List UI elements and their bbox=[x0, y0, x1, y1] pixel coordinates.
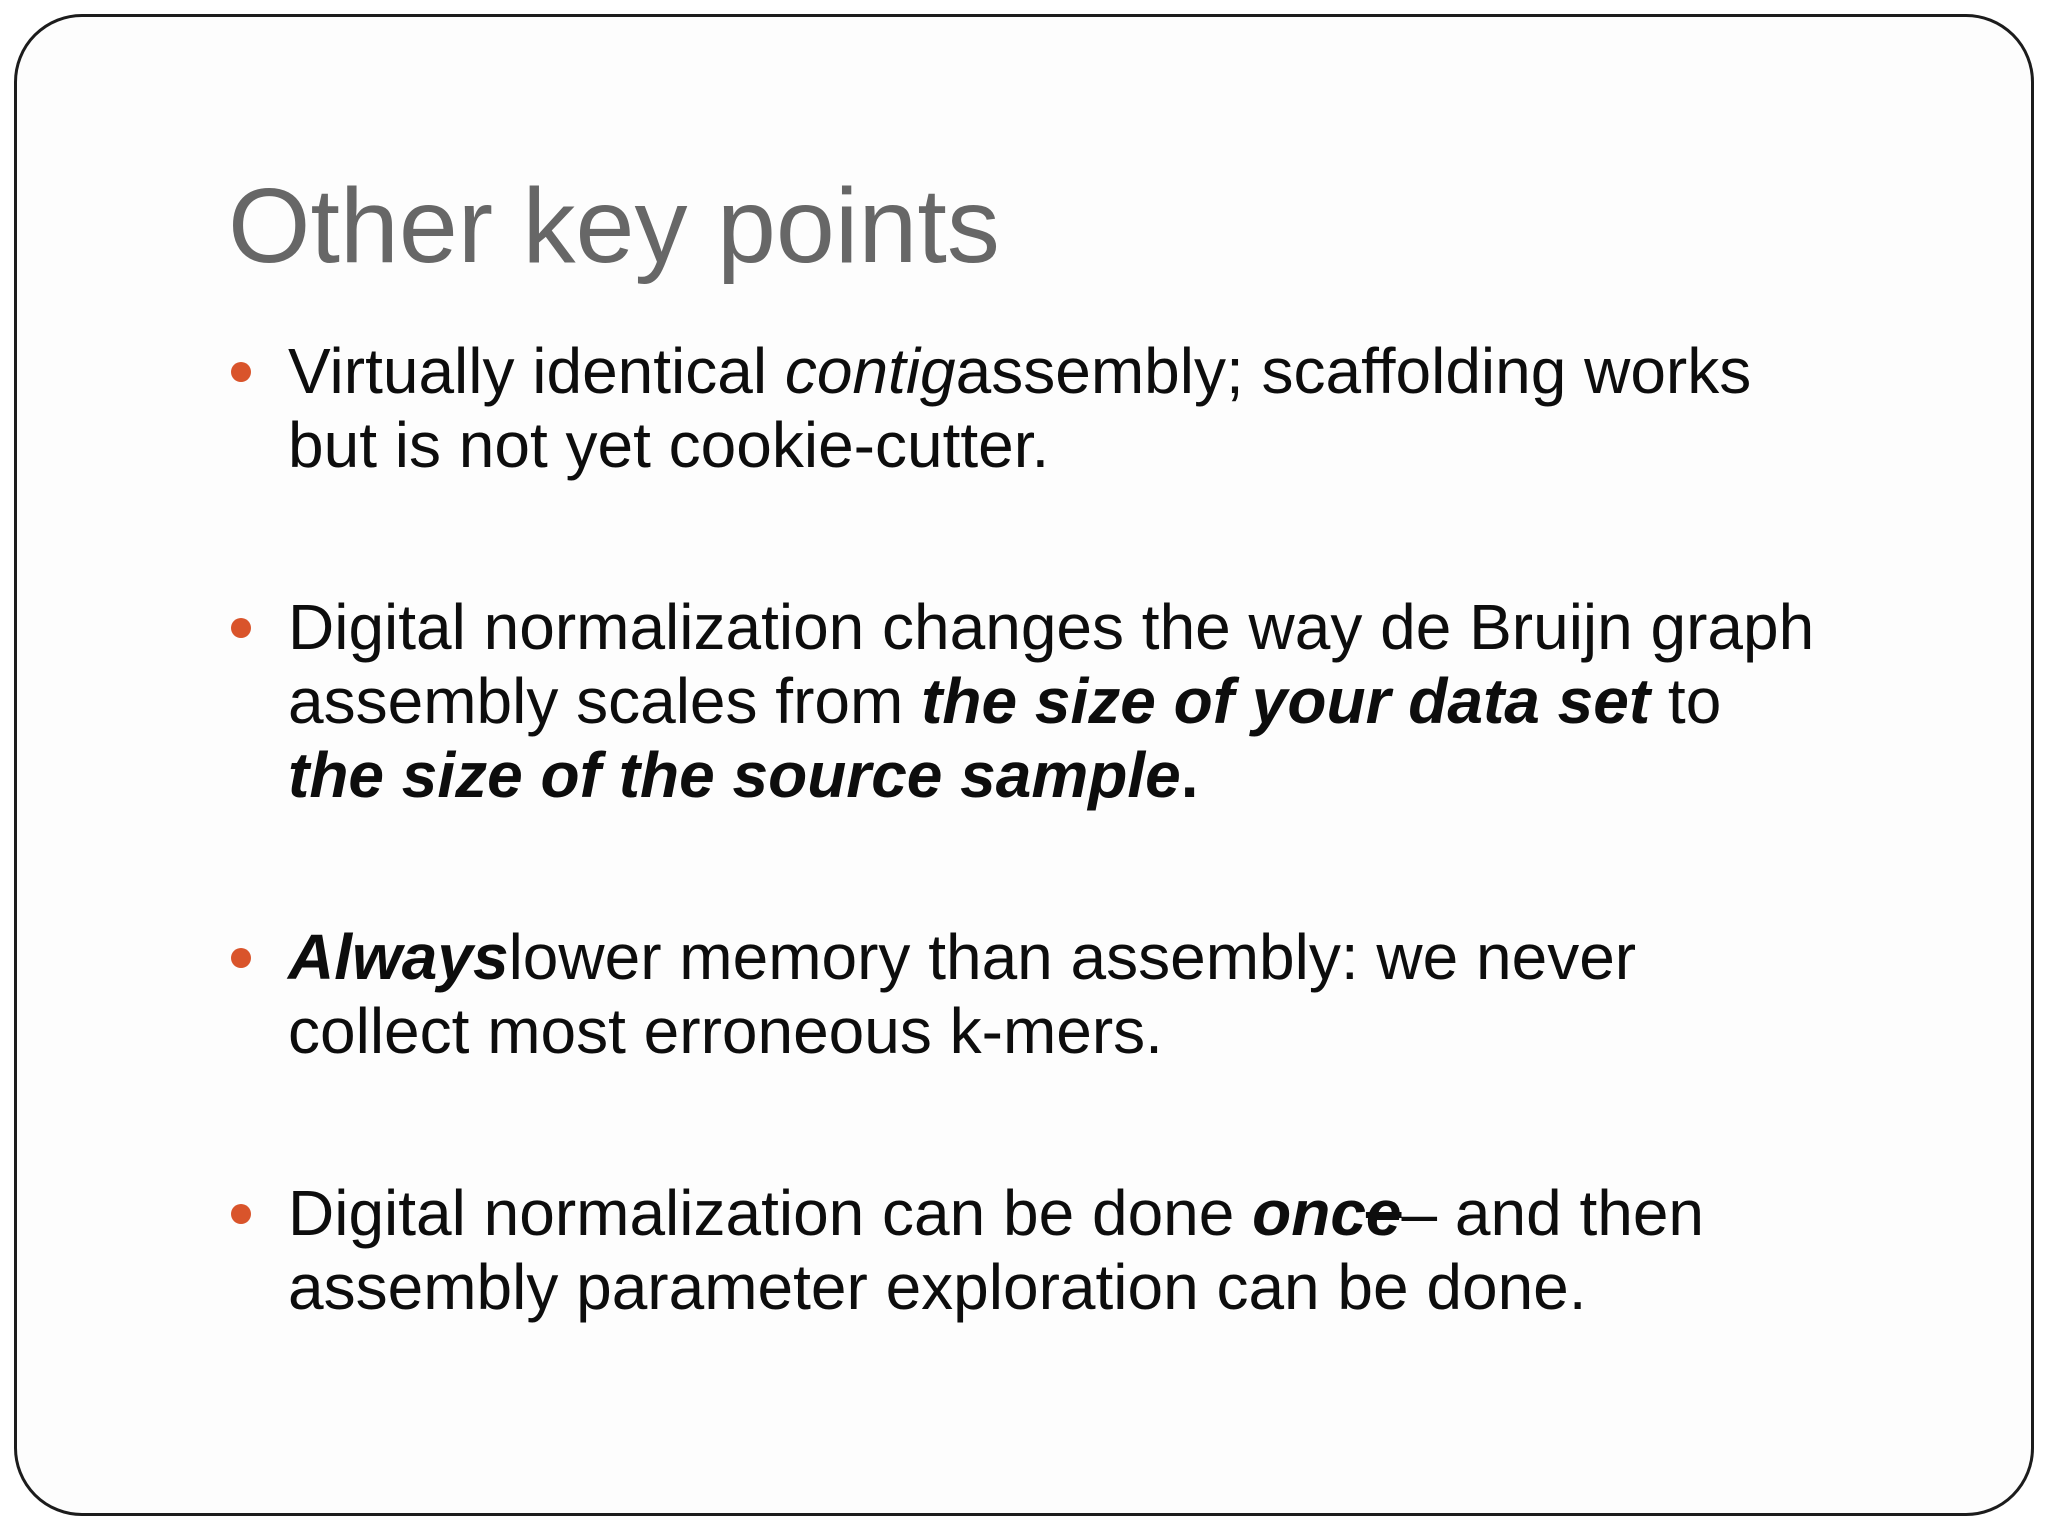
bullet-item-contig-assembly bbox=[228, 334, 1948, 482]
bullet-dot-icon bbox=[231, 948, 251, 968]
bullet-text bbox=[288, 335, 1751, 481]
text-segment: lower memory than assembly: we never bbox=[508, 921, 1637, 993]
italic-term-contig: contig bbox=[784, 335, 956, 407]
emphasis-source-sample-size: the size of the source sample bbox=[288, 739, 1181, 811]
emphasis-always: Always bbox=[288, 921, 509, 993]
text-segment: collect most erroneous k-mers. bbox=[288, 995, 1163, 1067]
text-segment: Digital normalization can be done bbox=[288, 1177, 1253, 1249]
bullet-text bbox=[288, 1177, 1704, 1323]
text-segment: . bbox=[1180, 739, 1199, 811]
bullet-item-normalize-once bbox=[228, 1176, 1948, 1324]
bullet-dot-icon bbox=[231, 362, 251, 382]
text-segment: assembly; scaffolding works bbox=[955, 335, 1752, 407]
text-segment: assembly scales from bbox=[288, 665, 922, 737]
bullet-item-lower-memory bbox=[228, 920, 1948, 1068]
emphasis-once-main: onc bbox=[1252, 1177, 1366, 1249]
bullet-text bbox=[288, 591, 1814, 811]
text-segment: – and then bbox=[1401, 1177, 1704, 1249]
slide-title: Other key points bbox=[228, 167, 1000, 285]
bullet-list bbox=[228, 334, 1948, 1432]
text-segment: assembly parameter exploration can be done. bbox=[288, 1251, 1587, 1323]
bullet-dot-icon bbox=[231, 618, 251, 638]
text-segment: Digital normalization changes the way de Bruijn graph bbox=[288, 591, 1815, 663]
emphasis-data-set-size: the size of your data set bbox=[921, 665, 1651, 737]
emphasis-once bbox=[1252, 1177, 1401, 1249]
bullet-item-digital-normalization-scaling bbox=[228, 590, 1948, 812]
emphasis-once-struck-letter: e bbox=[1365, 1177, 1402, 1249]
bullet-text bbox=[288, 921, 1636, 1067]
text-segment: to bbox=[1650, 665, 1722, 737]
bullet-dot-icon bbox=[231, 1204, 251, 1224]
text-segment: but is not yet cookie-cutter. bbox=[288, 409, 1050, 481]
text-segment: Virtually identical bbox=[288, 335, 785, 407]
